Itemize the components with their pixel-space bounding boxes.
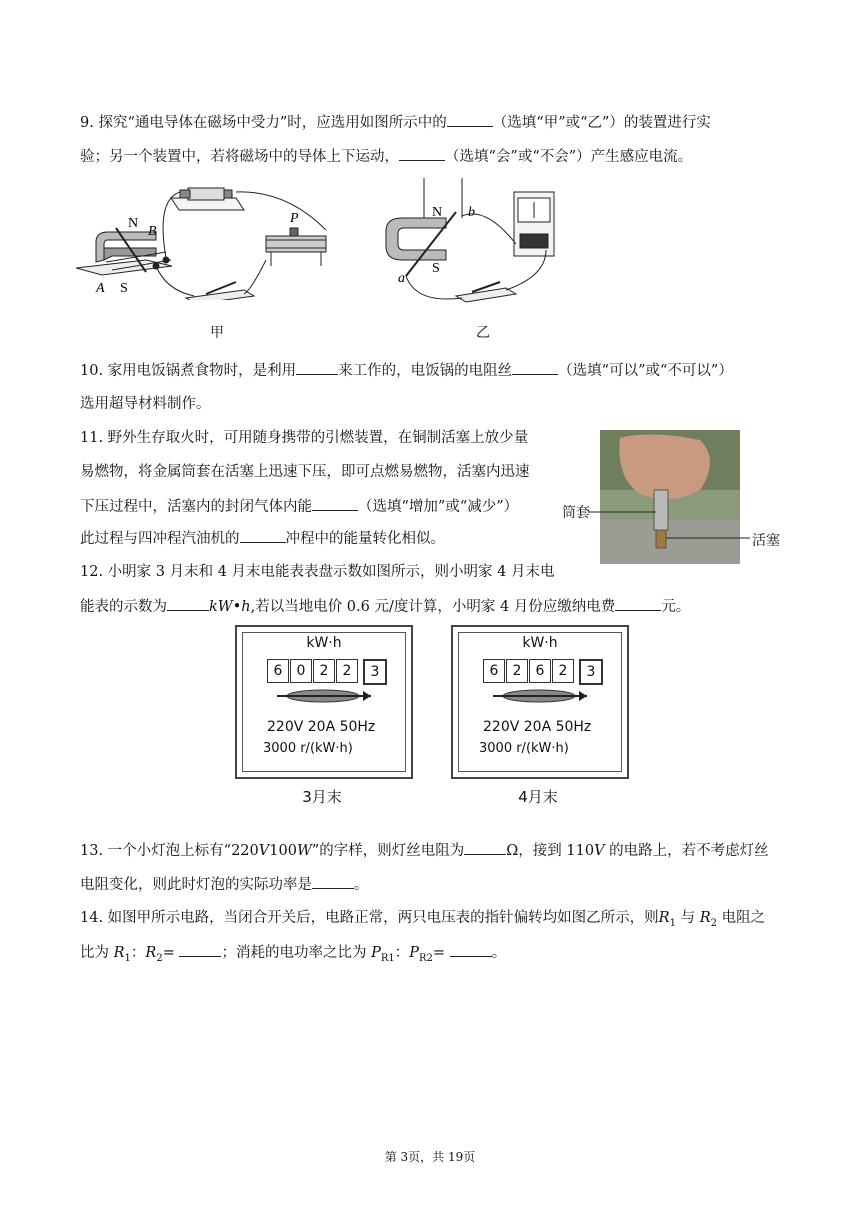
- svg-text:B: B: [148, 224, 157, 239]
- meter-disc-icon: [491, 687, 591, 705]
- q14-line1: 14. 如图甲所示电路，当闭合开关后，电路正常，两只电压表的指针偏转均如图乙所示，则$R_1$ 与 $R_2$ 电阻之: [80, 910, 766, 929]
- figure-yi-induction-apparatus: [376, 176, 556, 306]
- figure-jia-motor-apparatus: [76, 180, 366, 300]
- meter-disc-icon: [275, 687, 375, 705]
- meter-digits: 6 0 2 2 3: [267, 659, 388, 685]
- blank: [240, 528, 286, 543]
- svg-text:A: A: [96, 281, 105, 296]
- svg-text:S: S: [432, 261, 440, 276]
- svg-text:P: P: [290, 211, 299, 226]
- q11-line2: 易燃物，将金属筒套在活塞上迅速下压，即可点燃易燃物，活塞内迅速: [80, 464, 530, 480]
- meter-april: kW·h 6 2 6 2 3 220V 20A 50Hz 3000 r/(kW·h): [451, 625, 629, 779]
- q13-line2: 电阻变化，则此时灯泡的实际功率是 。: [80, 874, 369, 895]
- blank: [167, 596, 209, 611]
- q10-line1: 10. 家用电饭锅煮食物时，是利用 来工作的，电饭锅的电阻丝 （选填“可以”或“不可以”）: [80, 360, 733, 381]
- caption-yi: 乙: [476, 325, 490, 341]
- page-footer: 第 3页，共 19页: [384, 1150, 476, 1164]
- blank: [296, 360, 338, 375]
- label-sleeve: 筒套: [562, 505, 590, 521]
- meter-caption: 4月末: [518, 788, 558, 806]
- svg-text:a: a: [398, 271, 405, 286]
- blank: [464, 840, 506, 855]
- svg-text:b: b: [468, 205, 475, 220]
- q12-line1: 12. 小明家 3 月末和 4 月末电能表表盘示数如图所示，则小明家 4 月末电: [80, 564, 555, 580]
- svg-text:N: N: [128, 216, 139, 231]
- q9-line1: 9. 探究“通电导体在磁场中受力”时，应选用如图所示中的 （选填“甲”或“乙”）的装置进行实: [80, 112, 711, 133]
- q13-line1: 13. 一个小灯泡上标有“220V100W”的字样，则灯丝电阻为 Ω，接到 110V 的电路上，若不考虑灯丝: [80, 840, 769, 861]
- blank: [447, 112, 493, 127]
- svg-text:S: S: [120, 281, 128, 296]
- q11-line3: 下压过程中，活塞内的封闭气体内能 （选填“增加”或“减少”）: [80, 496, 518, 517]
- caption-jia: 甲: [210, 325, 224, 341]
- blank: [312, 874, 354, 889]
- label-piston: 活塞: [752, 533, 780, 549]
- meter-march: kW·h 6 0 2 2 3 220V 20A 50Hz 3000 r/(kW·h): [235, 625, 413, 779]
- q9-line2: 验；另一个装置中，若将磁场中的导体上下运动， （选填“会”或“不会”）产生感应电流。: [80, 146, 692, 167]
- blank: [512, 360, 558, 375]
- q10-line2: 选用超导材料制作。: [80, 396, 211, 412]
- meter-digits: 6 2 6 2 3: [483, 659, 604, 685]
- meter-caption: 3月末: [302, 788, 342, 806]
- blank: [399, 146, 445, 161]
- blank: [450, 942, 492, 957]
- blank: [615, 596, 661, 611]
- q14-line2: 比为 $R_1$：$R_2=$ ；消耗的电功率之比为 $P_{R1}$：$P_{R2}=$ 。: [80, 942, 506, 969]
- svg-text:N: N: [432, 205, 443, 220]
- q11-line4: 此过程与四冲程汽油机的 冲程中的能量转化相似。: [80, 528, 445, 549]
- blank: [179, 942, 221, 957]
- blank: [312, 496, 358, 511]
- q12-line2: 能表的示数为 kW•h,若以当地电价 0.6 元/度计算，小明家 4 月份应缴纳电费 元。: [80, 596, 690, 617]
- q11-line1: 11. 野外生存取火时，可用随身携带的引燃装置，在铜制活塞上放少量: [80, 430, 529, 446]
